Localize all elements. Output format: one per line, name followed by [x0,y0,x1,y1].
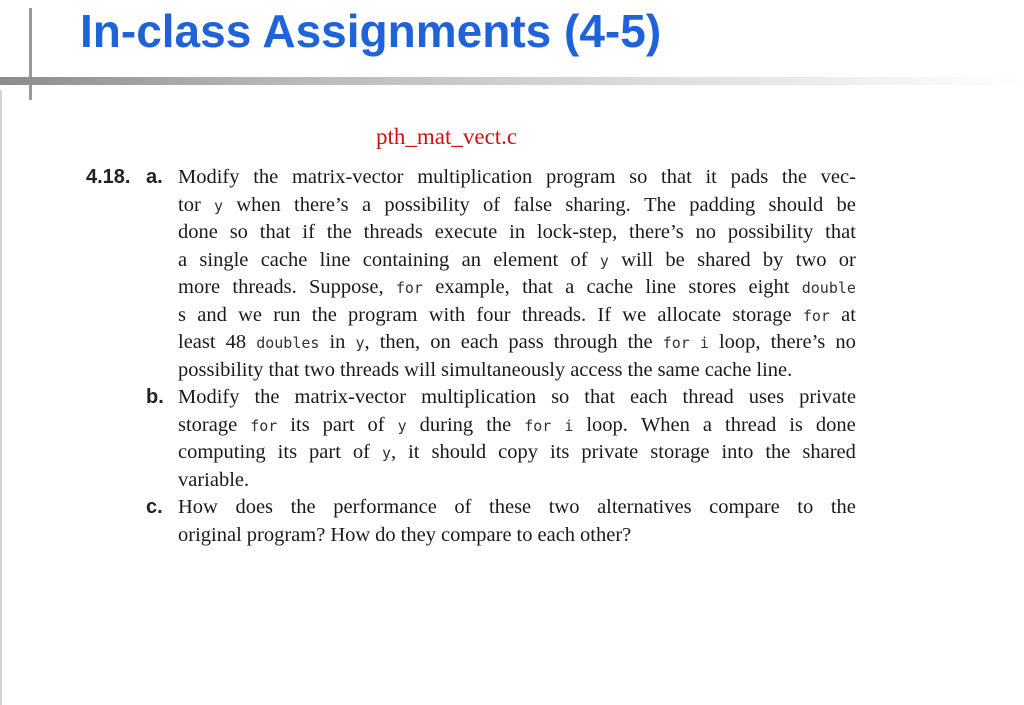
word: i [699,334,709,352]
word: on [430,331,451,353]
word: When [640,413,690,436]
word: i [564,416,574,435]
word: the [830,496,856,518]
text-line [178,247,856,275]
source-filename: pth_mat_vect.c [376,124,518,149]
word: four [476,303,511,326]
word: other? [580,523,632,546]
word: threads [363,221,423,243]
word: to [797,496,814,518]
word: a [702,413,712,436]
word: do [375,523,396,546]
word: access [570,358,623,381]
word: computing [178,441,266,463]
text-line [178,522,856,550]
part-b-text [178,384,856,494]
word: storage [732,303,792,326]
word: for [250,416,278,435]
word: cache [704,358,752,381]
title-underline-bar [0,77,1024,85]
word: two [795,248,827,271]
word: pass [508,331,544,353]
word: stores [688,276,737,298]
word: program [348,303,418,326]
word: How [330,523,371,546]
word: so [629,166,648,188]
word: line. [756,358,793,381]
word: y [397,416,407,435]
word: If [597,303,612,326]
word: through [553,331,618,353]
word: tor [178,193,201,216]
text-line [178,467,856,495]
word: does [235,496,274,518]
word: double [801,279,856,297]
text-line [178,302,856,330]
word: threads. [232,276,297,298]
word: false [513,193,553,216]
word: is [789,413,803,436]
title-left-rule [29,8,32,100]
word: cache [260,248,308,271]
word: example, [435,276,510,298]
word: the [253,166,279,188]
word: its [290,413,310,436]
word: of [483,193,501,216]
word: possibility [178,358,264,381]
word: How [178,496,218,518]
word: that [268,358,300,381]
word: no [835,331,856,353]
word: single [199,248,249,271]
word: its [277,441,298,463]
word: that [825,221,856,243]
word: the [627,331,653,353]
word: and [197,303,227,326]
word: should [768,193,824,216]
word: storage [178,413,238,436]
word: containing [362,248,450,271]
word: the [311,303,337,326]
text-line [178,164,856,192]
word: its [550,441,570,463]
word: the [486,413,512,436]
exercise-number: 4.18. [86,166,131,188]
word: doubles [256,334,320,352]
word: loop, [718,331,761,353]
word: two [548,496,580,518]
word: program [545,166,616,188]
word: allocate [657,303,722,326]
word: loop. [586,413,628,436]
word: lock-step, [536,221,618,243]
word: when [236,193,281,216]
word: matrix-vector [294,386,407,408]
word: thread [725,413,777,436]
word: alternatives [597,496,692,518]
word: multiplication [417,166,533,188]
word: part [309,441,341,463]
text-line [178,494,856,522]
word: they [400,523,436,546]
word: Modify [178,166,240,188]
word: the [627,358,653,381]
part-c-text [178,494,856,549]
word: in [329,331,346,353]
part-c-label: c. [146,496,163,518]
word: that [259,221,291,243]
word: private [581,441,639,463]
word: should [431,441,487,463]
word: multiplication [421,386,537,408]
part-a-label: a. [146,166,163,188]
word: for [802,306,830,325]
word: same [657,358,700,381]
text-line [178,412,856,440]
slide-left-rule [0,90,2,705]
text-line [178,384,856,412]
word: done [815,413,856,436]
word: it [408,441,420,463]
word: with [428,303,466,326]
word: for [524,416,552,435]
word: that [584,386,616,408]
word: for [662,334,690,352]
word: least [178,331,216,353]
word: then, [379,331,421,353]
word: original [178,523,242,546]
word: line [319,248,351,271]
word: we [622,303,647,326]
word: each [537,523,576,546]
word: that [661,166,692,188]
word: y [599,251,609,270]
word: s [178,303,186,326]
text-line [178,219,856,247]
word: of [570,248,588,271]
word: a [178,248,188,271]
word: will [404,358,437,381]
word: into [721,441,754,463]
word: it [705,166,717,188]
word: the [290,496,316,518]
word: no [695,221,717,243]
word: private [799,386,856,408]
word: so [229,221,248,243]
word: threads. [521,303,587,326]
word: y [214,196,224,215]
word: the [765,441,791,463]
word: an [461,248,481,271]
word: there’s [629,221,684,243]
text-line [178,274,856,302]
word: in [509,221,526,243]
word: during [419,413,474,436]
word: element [493,248,559,271]
text-line [178,192,856,220]
word: of [454,496,472,518]
word: each [460,331,499,353]
word: line [645,276,677,298]
word: thread [682,386,734,408]
word: variable. [178,468,250,491]
word: or [838,248,856,271]
text-line [178,329,856,357]
word: to [516,523,533,546]
word: at [841,303,856,326]
word: possibility [384,193,470,216]
word: each [630,386,668,408]
word: a [565,276,575,298]
word: so [551,386,570,408]
word: The [644,193,676,216]
word: that [522,276,553,298]
word: performance [333,496,437,518]
word: simultaneously [441,358,566,381]
word: vec- [820,166,856,188]
word: uses [748,386,785,408]
word: if [302,221,315,243]
word: more [178,276,221,298]
word: shared [697,248,751,271]
word: copy [498,441,539,463]
word: execute [434,221,498,243]
word: there’s [770,331,826,353]
text-line [178,357,856,385]
word: y, [355,331,370,353]
word: will [621,248,654,271]
word: padding [689,193,756,216]
word: pads [730,166,769,188]
part-b-label: b. [146,386,164,408]
word: be [836,193,856,216]
word: Modify [178,386,240,408]
word: we [238,303,262,326]
word: the [326,221,352,243]
word: two [304,358,335,381]
word: 48 [225,331,247,353]
word: Suppose, [308,276,384,298]
word: compare [709,496,780,518]
word: these [489,496,532,518]
word: possibility [727,221,814,243]
word: threads [339,358,400,381]
word: for [395,279,423,297]
word: of [352,441,370,463]
word: program? [246,523,326,546]
word: storage [650,441,710,463]
text-line [178,439,856,467]
slide-title: In-class Assignments (4-5) [80,5,662,57]
word: there’s [294,193,349,216]
part-a-text [178,164,856,384]
word: cache [586,276,634,298]
word: the [254,386,280,408]
word: part [322,413,355,436]
word: of [367,413,385,436]
word: y, [381,441,397,463]
word: done [178,221,218,243]
word: the [781,166,807,188]
word: sharing. [565,193,631,216]
word: compare [440,523,512,546]
word: be [665,248,685,271]
word: by [762,248,784,271]
word: shared [802,441,856,463]
word: a [361,193,372,216]
word: matrix-vector [291,166,404,188]
word: eight [748,276,790,298]
word: run [273,303,301,326]
